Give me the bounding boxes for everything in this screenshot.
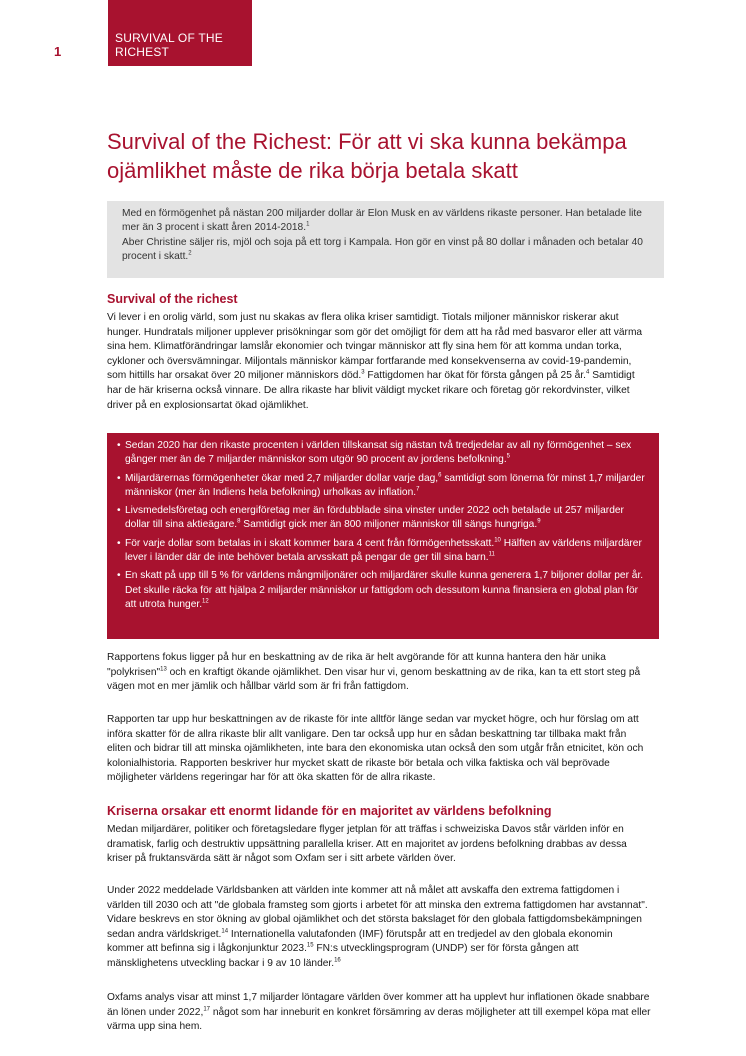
report-focus-paragraph xyxy=(107,651,652,695)
fact-item: • Miljardärernas förmögenheter ökar med 2,7 miljarder dollar varje dag,$^6$ samtidigt som lönerna för minst 1,7 miljarder människor (mer än Indiens hela befolkning) urholkas av inflation.$^7$ xyxy=(117,472,645,498)
footnote-ref: 4 xyxy=(586,369,590,376)
focus-text-a: Rapportens fokus ligger på hur en beskattning av de rika är helt avgörande för att kunna hantera den här unika "polykrisen" xyxy=(107,652,606,678)
intro-text-a: Vi lever i en orolig värld, som just nu skakas av flera olika kriser samtidigt. Tiotals miljoner människor riskerar akut hunger. Hundratals miljoner upplever prisökningar som gör det omöjligt för dem att ha råd med basvaror eller att värma sina hem. Klimatförändringar lamslår ekonomier och tvingar människor att fly sina hem för att komma undan torka, cykloner och översvämningar. Miljontals människor kämpar fortfarande med konsekvenserna av covid-19-pandemin, som hittills har orsakat över 20 miljoner människors död. xyxy=(107,312,643,382)
footnote-ref: 9 xyxy=(537,519,541,526)
footnote-ref: 3 xyxy=(361,369,365,376)
crises-paragraph: Medan miljardärer, politiker och företagsledare flyger jetplan för att träffas i schweiziska Davos står världen inför en dramatisk, farlig och destruktiv uppsättning parallella kriser. Att en majoritet av jordens befolkning drabbas av dessa kriser på fruktansvärda sätt är något som Oxfam ser i sitt arbete världen över. xyxy=(107,824,627,865)
quote-box xyxy=(107,201,664,278)
oxfam-text-a: Oxfams analys visar att minst 1,7 miljarder löntagare världen över kommer att ha upplevt hur inflationen ökade snabbare än lönen under 2022, xyxy=(107,992,650,1018)
footnote-ref: 8 xyxy=(237,519,241,526)
intro-text-b: Fattigdomen har ökat för första gången på 25 år. xyxy=(364,370,587,382)
intro-paragraph xyxy=(107,311,652,413)
oxfam-text-b: något som har inneburit en konkret försämring av deras möjligheter att till exempel köpa mat eller värma upp sina hem. xyxy=(107,1006,651,1033)
oxfam-analysis-paragraph xyxy=(107,991,652,1035)
footnote-ref: 11 xyxy=(488,551,495,558)
worldbank-paragraph xyxy=(107,884,652,972)
page-number: 1 xyxy=(54,44,62,59)
bullet-icon: • xyxy=(117,537,121,549)
worldbank-text-a: Under 2022 meddelade Världsbanken att världen inte kommer att nå målet att avskaffa den extrema fattigdomen i världen till 2030 och att "de globala framsteg som gjorts i arbetet för att minska den extrema fattigdomen har avstannat". Vidare beskrevs en stor ökning av global ojämlikhet och det största bakslaget för den globala fattigdomsbekämpningen sedan andra världskriget. xyxy=(107,885,648,940)
footnote-ref: 13 xyxy=(160,666,167,673)
worldbank-text-b: Internationella valutafonden (IMF) förutspår att en tredjedel av den globala ekonomin kommer att befinna sig i lågkonjunktur 2023. xyxy=(107,928,613,955)
bullet-icon: • xyxy=(117,472,121,484)
header-band xyxy=(108,0,252,66)
quote-paragraph-2 xyxy=(122,236,654,265)
footnote-ref: 10 xyxy=(494,537,501,544)
footnote-ref: 5 xyxy=(506,453,511,460)
footnote-ref: 1 xyxy=(306,221,310,228)
footnote-ref: 14 xyxy=(221,928,229,935)
footnote-ref: 6 xyxy=(438,472,442,479)
report-history-paragraph: Rapporten tar upp hur beskattningen av de rikaste för inte alltför länge sedan var mycket högre, och hur förslag om att införa skatter för de allra rikaste blir allt vanligare. Den tar också upp hur en sådan beskattning tar tillbaka makt från eliten och bidrar till att minska ojämlikheten, inte bara den ekonomiska utan också den som utgår från etnicitet, kön och kolonialhistoria. Rapporten beskriver hur mycket skatt de rikaste bör betala och vilka faktiska och väl beprövade möjligheter världens regeringar har för att öka skatten för de allra rikaste. xyxy=(107,714,644,784)
footnote-ref: 16 xyxy=(334,957,341,964)
section-heading-survival: Survival of the richest xyxy=(107,292,238,306)
bullet-icon: • xyxy=(117,440,121,451)
footnote-ref: 7 xyxy=(416,486,420,493)
fact-item: • Livsmedelsföretag och energiföretag mer än fördubblade sina vinster under 2022 och betalade ut 257 miljarder dollar till sina aktieägare.$^8$ Samtidigt gick mer än 800 miljoner människor till sängs hungriga.$^9$ xyxy=(117,505,624,531)
footnote-ref: 17 xyxy=(203,1006,210,1013)
bullet-icon: • xyxy=(117,570,121,582)
worldbank-text-c: FN:s utvecklingsprogram (UNDP) ser för första gången att mänsklighetens utveckling backar i 9 av 10 länder. xyxy=(107,943,579,969)
quote-text-1: Med en förmögenhet på nästan 200 miljarder dollar är Elon Musk en av världens rikaste personer. Han betalade lite mer än 3 procent i skatt åren 2014-2018. xyxy=(122,208,642,234)
page-title: Survival of the Richest: För att vi ska kunna bekämpa ojämlikhet måste de rika börja betala skatt xyxy=(107,129,627,183)
intro-text-c: Samtidigt har de här kriserna också vinnare. De allra rikaste har blivit väldigt mycket rikare och företag gör rekordvinster, vilket driver på en explosionsartat ökad ojämlikhet. xyxy=(107,370,635,411)
section-heading-crises: Kriserna orsakar ett enormt lidande för en majoritet av världens befolkning xyxy=(107,804,552,818)
quote-paragraph-1 xyxy=(122,207,654,236)
footnote-ref: 15 xyxy=(306,942,314,949)
bullet-icon: • xyxy=(117,505,121,517)
footnote-ref: 12 xyxy=(202,598,209,605)
fact-item: • En skatt på upp till 5 % för världens mångmiljonärer och miljardärer skulle kunna generera 1,7 biljoner dollar per år. Det skulle räcka för att hjälpa 2 miljarder människor ur fattigdom och dessutom kunna finansiera en global plan för att utrota hunger.$^{12}$ xyxy=(117,570,644,610)
footnote-ref: 2 xyxy=(188,250,192,257)
focus-text-b: och en kraftigt ökande ojämlikhet. Den visar hur vi, genom beskattning av de rika, kan ta ett stort steg på vägen mot en mer jämlik och hållbar värld som är fri från fattigdom. xyxy=(107,666,641,693)
header-band-label: SURVIVAL OF THE RICHEST xyxy=(115,31,223,59)
fact-item: • För varje dollar som betalas in i skatt kommer bara 4 cent från förmögenhetsskatt.$^{10}$ Hälften av världens miljardärer lever i länder där de inte behöver betala arvsskatt på pengar de ger till sina barn.$^{11}$ xyxy=(117,537,642,564)
quote-text-2: Aber Christine säljer ris, mjöl och soja på ett torg i Kampala. Hon gör en vinst på 80 dollar i månaden och betalar 40 procent i skatt. xyxy=(122,236,643,262)
key-facts-box xyxy=(107,433,659,639)
fact-item: • Sedan 2020 har den rikaste procenten i världen tillskansat sig nästan två tredjedelar av all ny förmögenhet – sex gånger mer än de 7 miljarder människor som utgör 90 procent av jordens befolkning.$^5$ xyxy=(117,440,632,466)
key-facts-list xyxy=(117,439,649,612)
